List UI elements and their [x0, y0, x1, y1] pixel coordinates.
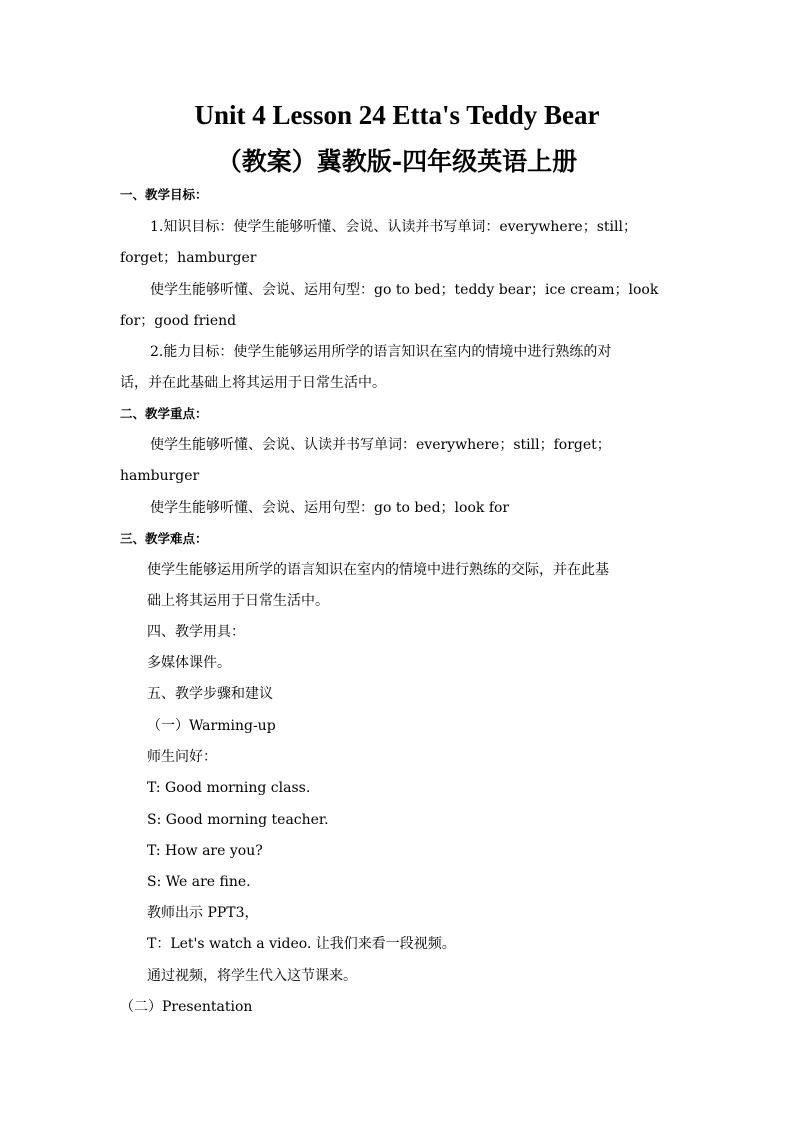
paragraph-difficulty: 使学生能够运用所学的语言知识在室内的情境中进行熟练的交际，并在此基 — [147, 562, 609, 578]
dialogue-line: T: How are you? — [147, 843, 263, 859]
dialogue-line: T: Good morning class. — [147, 780, 311, 796]
paragraph-ability-goal-cont: 话，并在此基础上将其运用于日常生活中。 — [120, 375, 386, 391]
video-purpose: 通过视频，将学生代入这节课来。 — [147, 968, 357, 984]
section-heading-steps: 五、教学步骤和建议 — [147, 686, 273, 702]
step-presentation: （二）Presentation — [120, 999, 253, 1015]
section-heading-difficulties: 三、教学难点： — [120, 531, 208, 546]
greeting-label: 师生问好： — [147, 749, 217, 765]
dialogue-line: S: Good morning teacher. — [147, 812, 329, 828]
dialogue-line: S: We are fine. — [147, 874, 251, 890]
paragraph-key-words-cont: hamburger — [120, 468, 200, 484]
document-title-line1: Unit 4 Lesson 24 Etta's Teddy Bear — [194, 100, 600, 130]
section-heading-tools: 四、教学用具： — [147, 624, 245, 640]
teacher-shows-ppt: 教师出示 PPT3， — [147, 905, 259, 921]
paragraph-sentence-goal-cont: for；good friend — [120, 313, 237, 329]
video-instruction: T：Let's watch a video. 让我们来看一段视频。 — [147, 936, 456, 952]
paragraph-key-sentences: 使学生能够听懂、会说、运用句型：go to bed；look for — [150, 500, 510, 516]
section-heading-key-points: 二、教学重点： — [120, 406, 208, 421]
paragraph-ability-goal: 2.能力目标：使学生能够运用所学的语言知识在室内的情境中进行熟练的对 — [150, 344, 612, 360]
paragraph-knowledge-goal: 1.知识目标：使学生能够听懂、会说、认读并书写单词：everywhere；still； — [150, 219, 637, 235]
paragraph-key-words: 使学生能够听懂、会说、认读并书写单词：everywhere；still；forget； — [150, 437, 611, 453]
section-heading-objectives: 一、教学目标： — [120, 187, 208, 202]
paragraph-sentence-goal: 使学生能够听懂、会说、运用句型：go to bed；teddy bear；ice cream；look — [150, 282, 659, 298]
document-title-line2: （教案）冀教版-四年级英语上册 — [216, 147, 578, 176]
paragraph-difficulty-cont: 础上将其运用于日常生活中。 — [147, 593, 329, 609]
step-warming-up: （一）Warming-up — [147, 718, 276, 734]
paragraph-tools: 多媒体课件。 — [147, 655, 231, 671]
paragraph-knowledge-goal-cont: forget；hamburger — [120, 250, 257, 266]
